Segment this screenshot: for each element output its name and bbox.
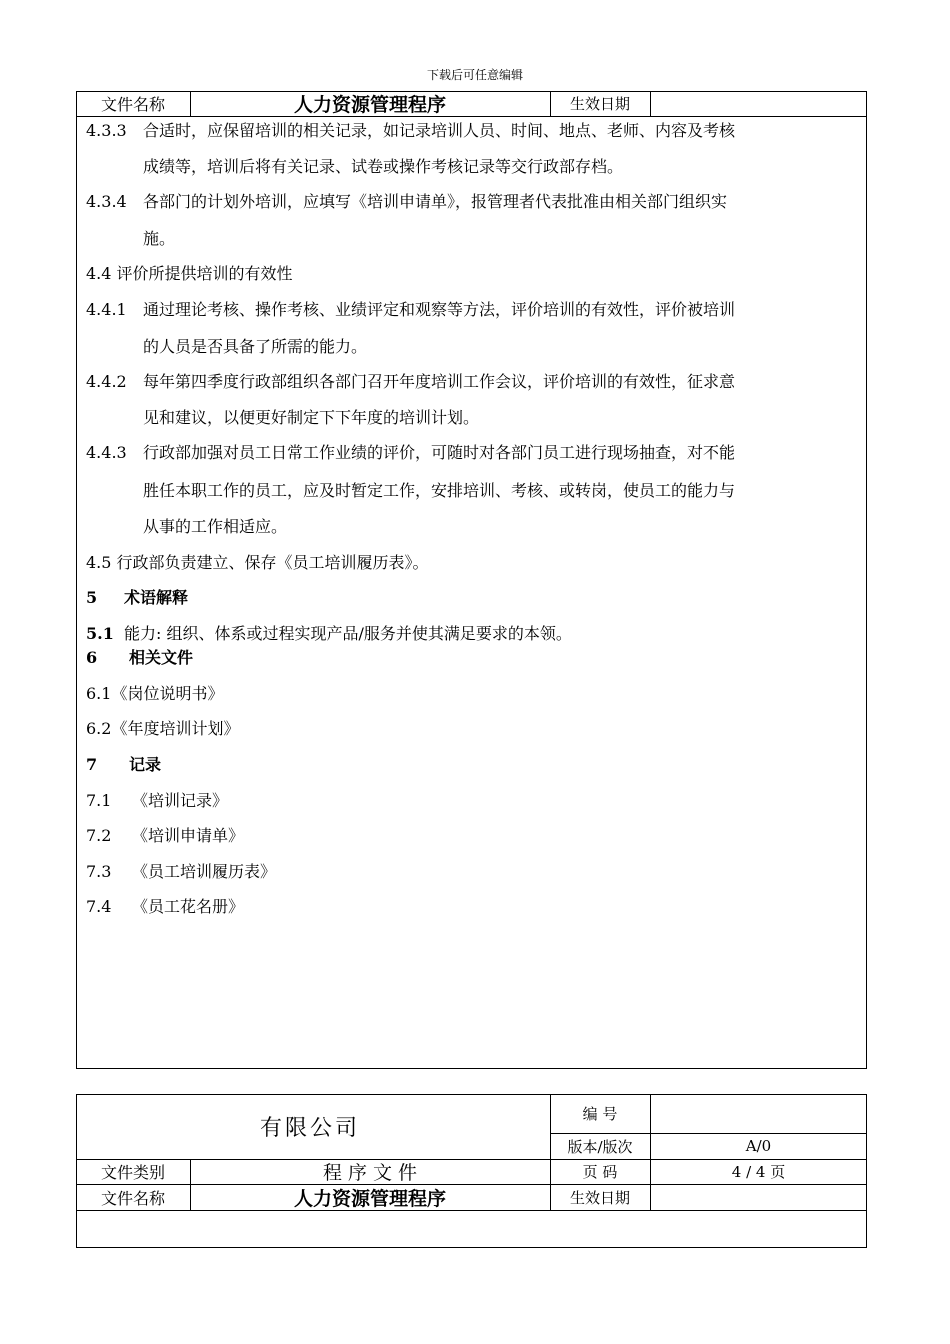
clause-4-4-1 bbox=[86, 300, 735, 320]
record-number: 7.4 bbox=[86, 897, 112, 916]
record-text: 《培训记录》 bbox=[132, 791, 229, 810]
clause-number: 5.1 bbox=[86, 624, 114, 643]
section-number: 5 bbox=[86, 588, 98, 607]
section-6-heading bbox=[86, 648, 193, 668]
record-item bbox=[86, 826, 244, 846]
clause-4-4-2-cont: 见和建议，以便更好制定下下年度的培训计划。 bbox=[143, 408, 480, 427]
record-text: 《培训申请单》 bbox=[132, 826, 245, 845]
clause-4-3-3 bbox=[86, 121, 735, 141]
record-number: 7.1 bbox=[86, 791, 112, 810]
clause-text: 行政部加强对员工日常工作业绩的评价，可随时对各部门员工进行现场抽查，对不能 bbox=[143, 443, 736, 462]
number-value bbox=[650, 1094, 867, 1133]
clause-4-4-3-cont-2: 从事的工作相适应。 bbox=[143, 517, 288, 536]
page-label: 页 码 bbox=[582, 1163, 618, 1181]
clause-number: 4.4.2 bbox=[86, 372, 127, 391]
category-value: 程 序 文 件 bbox=[322, 1162, 418, 1184]
section-title: 术语解释 bbox=[124, 588, 189, 607]
section-number: 7 bbox=[86, 755, 98, 774]
section-number: 6 bbox=[86, 648, 98, 667]
clause-text: 每年第四季度行政部组织各部门召开年度培训工作会议，评价培训的有效性，征求意 bbox=[143, 372, 736, 391]
clause-4-4-3-cont-1: 胜任本职工作的员工，应及时暂定工作，安排培训、考核、或转岗，使员工的能力与 bbox=[143, 481, 736, 500]
clause-number: 4.4.3 bbox=[86, 443, 127, 462]
clause-4-5: 4.5 行政部负责建立、保存《员工培训履历表》。 bbox=[86, 553, 429, 572]
section-5-heading bbox=[86, 588, 188, 608]
section-7-heading bbox=[86, 755, 161, 775]
file-name-value: 人力资源管理程序 bbox=[293, 94, 446, 116]
footer-effective-date-value bbox=[650, 1184, 867, 1210]
clause-4-3-3-cont: 成绩等，培训后将有关记录、试卷或操作考核记录等交行政部存档。 bbox=[143, 157, 624, 176]
effective-date-value bbox=[650, 91, 867, 116]
category-label: 文件类别 bbox=[100, 1163, 165, 1182]
clause-text: 能力: 组织、体系或过程实现产品/服务并使其满足要求的本领。 bbox=[124, 624, 572, 643]
footer-file-name-label: 文件名称 bbox=[100, 1188, 165, 1208]
top-note: 下载后可任意编辑 bbox=[426, 68, 523, 82]
clause-4-3-4 bbox=[86, 192, 727, 212]
section-title: 记录 bbox=[129, 755, 162, 774]
version-label: 版本/版次 bbox=[567, 1137, 633, 1156]
record-number: 7.2 bbox=[86, 826, 112, 845]
version-value: A/0 bbox=[745, 1137, 772, 1155]
clause-4-4-2 bbox=[86, 372, 735, 392]
section-title: 相关文件 bbox=[129, 648, 194, 667]
clause-number: 4.3.4 bbox=[86, 192, 127, 211]
clause-4-3-4-cont: 施。 bbox=[143, 229, 176, 248]
company-name: 有限公司 bbox=[260, 1116, 361, 1141]
effective-date-label: 生效日期 bbox=[569, 95, 630, 113]
main-document-box bbox=[76, 91, 867, 1069]
record-text: 《员工花名册》 bbox=[132, 897, 245, 916]
footer-row-line-4 bbox=[76, 1210, 867, 1211]
clause-4-4-3 bbox=[86, 443, 735, 463]
file-name-label: 文件名称 bbox=[100, 95, 165, 114]
header-divider bbox=[76, 116, 867, 117]
record-number: 7.3 bbox=[86, 862, 112, 881]
clause-number: 4.3.3 bbox=[86, 121, 127, 140]
record-item bbox=[86, 791, 228, 811]
record-text: 《员工培训履历表》 bbox=[132, 862, 277, 881]
ref-6-1: 6.1《岗位说明书》 bbox=[86, 684, 224, 703]
record-item bbox=[86, 862, 276, 882]
clause-5-1 bbox=[86, 624, 572, 644]
footer-effective-date-label: 生效日期 bbox=[569, 1188, 630, 1207]
record-item bbox=[86, 897, 244, 917]
section-4-4-heading: 4.4 评价所提供培训的有效性 bbox=[86, 264, 293, 283]
clause-text: 各部门的计划外培训，应填写《培训申请单》，报管理者代表批准由相关部门组织实 bbox=[143, 192, 728, 211]
clause-4-4-1-cont: 的人员是否具备了所需的能力。 bbox=[143, 337, 368, 356]
ref-6-2: 6.2《年度培训计划》 bbox=[86, 719, 240, 738]
clause-text: 通过理论考核、操作考核、业绩评定和观察等方法，评价培训的有效性，评价被培训 bbox=[143, 300, 736, 319]
number-label: 编 号 bbox=[582, 1105, 618, 1123]
page-value: 4 / 4 页 bbox=[731, 1163, 786, 1181]
clause-text: 合适时，应保留培训的相关记录，如记录培训人员、时间、地点、老师、内容及考核 bbox=[143, 121, 736, 140]
clause-number: 4.4.1 bbox=[86, 300, 127, 319]
footer-file-name-value: 人力资源管理程序 bbox=[293, 1187, 446, 1210]
